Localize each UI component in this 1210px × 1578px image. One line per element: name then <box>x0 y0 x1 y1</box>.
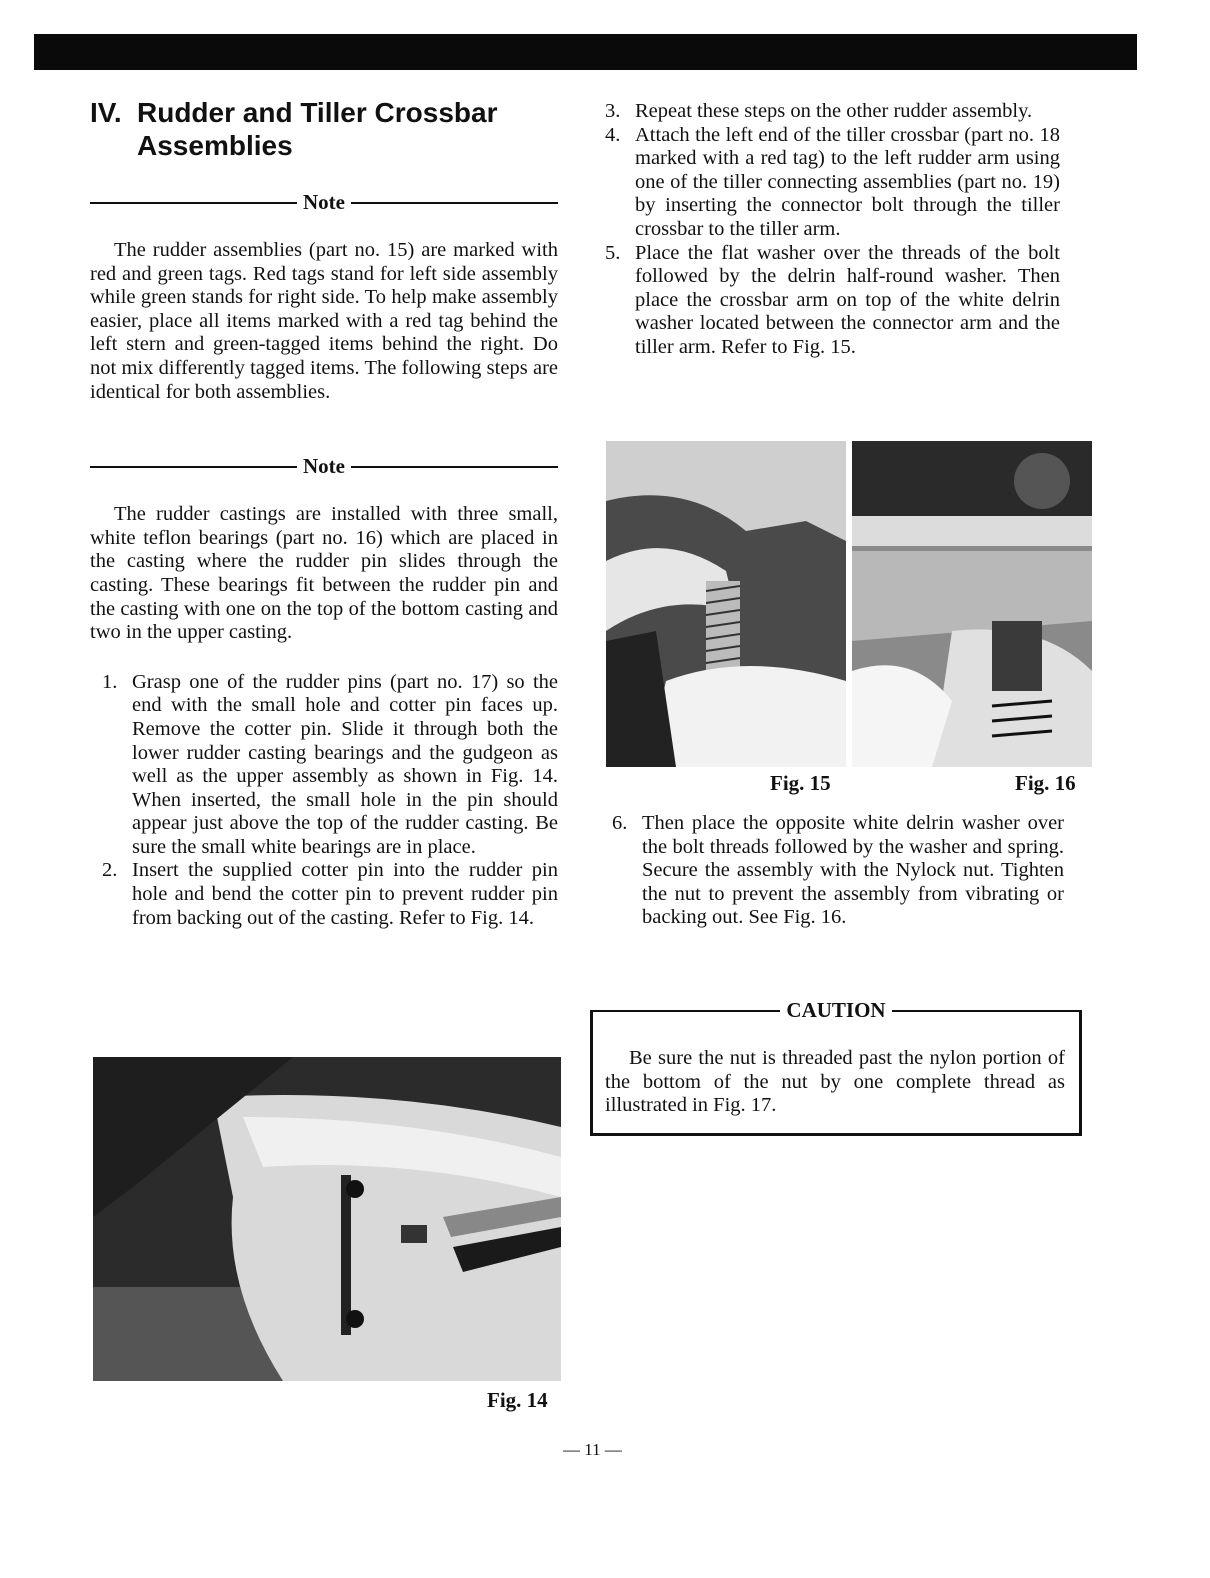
rule-line <box>351 202 558 204</box>
steps-right-list <box>605 100 1060 360</box>
step-text: Repeat these steps on the other rudder assembly. <box>635 100 1033 122</box>
list-item <box>102 671 558 860</box>
right-column <box>605 100 1060 360</box>
section-title: Rudder and Tiller Crossbar Assemblies <box>137 97 498 161</box>
rudder-photo-illustration <box>93 1057 561 1381</box>
fig-14-photo <box>93 1057 561 1381</box>
caution-rule <box>590 998 1082 1023</box>
step-text: Place the flat washer over the threads of the bolt followed by the delrin half-round washer. Then place the crossbar arm on top of the white delrin washer located between the connector arm and the tiller arm. Refer to Fig. 15. <box>635 241 1060 358</box>
step-number: 6. <box>612 812 628 834</box>
step-text: Grasp one of the rudder pins (part no. 17) so the end with the small hole and cotter pin faces up. Remove the cotter pin. Slide it through both the lower rudder casting bearings and the gudgeon as well as the upper assembly as shown in Fig. 14. When inserted, the small hole in the pin should appear just above the top of the rudder casting. Be sure the small white bearings are in place. <box>132 670 558 858</box>
header-bar <box>34 34 1137 70</box>
list-item <box>605 100 1060 124</box>
page-number: — 11 — <box>563 1440 622 1459</box>
left-column <box>90 96 558 930</box>
caution-text: Be sure the nut is threaded past the nylon portion of the bottom of the nut by one complete thread as illustrated in Fig. 17. <box>605 1047 1065 1117</box>
rule-line <box>590 1010 780 1012</box>
list-item <box>102 859 558 930</box>
note-label: Note <box>303 190 345 214</box>
step-text: Insert the supplied cotter pin into the rudder pin hole and bend the cotter pin to prevent rudder pin from backing out of the casting. Refer to Fig. 14. <box>132 859 558 929</box>
rule-line <box>892 1010 1082 1012</box>
rule-line <box>90 466 297 468</box>
step-number: 2. <box>102 859 118 882</box>
nut-photo-illustration <box>852 441 1092 767</box>
step-number: 4. <box>605 123 621 146</box>
step-text: Then place the opposite white delrin washer over the bolt threads followed by the washer and spring. Secure the assembly with the Nylock nut. Tighten the nut to prevent the assembly from vibrating or backing out. See Fig. 16. <box>642 812 1064 929</box>
step-text: Attach the left end of the tiller crossbar (part no. 18 marked with a red tag) to the left rudder arm using one of the tiller connecting assemblies (part no. 19) by inserting the connector bolt through the tiller crossbar to the tiller arm. <box>635 123 1060 240</box>
note-1-text: The rudder assemblies (part no. 15) are marked with red and green tags. Red tags stand for left side assembly while green stands for right side. To help make assembly easier, place all items marked with a red tag behind the left stern and green-tagged items behind the right. Do not mix differently tagged items. The following steps are identical for both assemblies. <box>90 239 558 403</box>
fig-15-photo <box>606 441 846 767</box>
step-number: 5. <box>605 241 621 264</box>
bolt-photo-illustration <box>606 441 846 767</box>
fig-15-caption: Fig. 15 <box>770 771 831 795</box>
fig-14-caption: Fig. 14 <box>487 1388 548 1412</box>
list-item <box>612 812 1064 930</box>
rule-line <box>351 466 558 468</box>
note-2-text: The rudder castings are installed with three small, white teflon bearings (part no. 16) which are placed in the casting where the rudder pin slides through the casting. These bearings fit between the rudder pin and the casting with one on the top of the bottom casting and two in the upper casting. <box>90 503 558 644</box>
rule-line <box>90 202 297 204</box>
step-6-list <box>612 812 1064 930</box>
steps-left-list <box>90 671 558 931</box>
note-rule-2 <box>90 454 558 479</box>
section-number: IV. <box>90 97 122 128</box>
section-heading <box>90 96 558 162</box>
note-label: Note <box>303 454 345 479</box>
list-item <box>605 124 1060 242</box>
caution-label: CAUTION <box>786 998 886 1022</box>
list-item <box>605 242 1060 360</box>
note-rule-1 <box>90 190 558 215</box>
fig-16-caption: Fig. 16 <box>1015 771 1076 795</box>
fig-16-photo <box>852 441 1092 767</box>
step-number: 1. <box>102 670 118 693</box>
step-number: 3. <box>605 100 621 122</box>
